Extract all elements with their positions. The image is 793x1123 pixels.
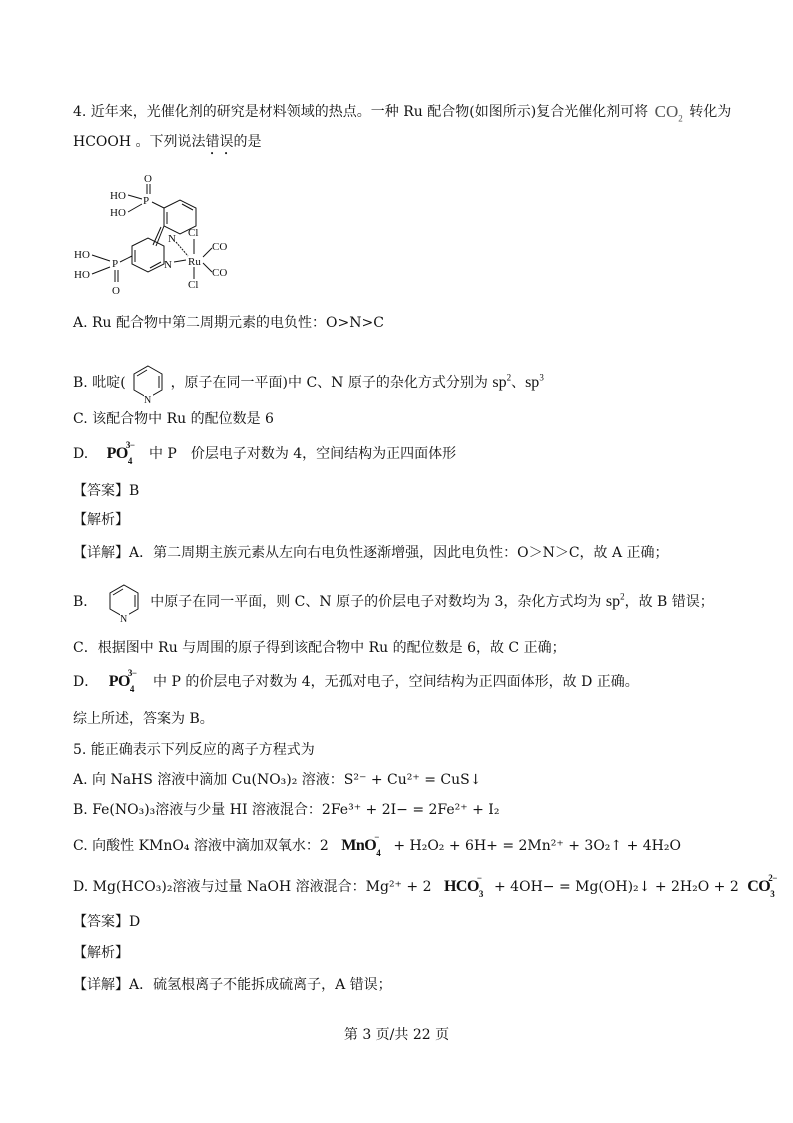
ru-complex-structure <box>72 172 242 302</box>
q4-detail-d: D． $PO_4^{3-}$ 中 P 的价层电子对数为 4，无孤对电子，空间结构为正四面体形，故 D 正确。 <box>73 667 639 695</box>
q4-stem-line1 <box>73 102 731 122</box>
svg-text:HO: HO <box>110 190 126 202</box>
svg-text:Cl: Cl <box>188 227 199 239</box>
svg-text:P: P <box>112 258 119 270</box>
q5-option-a: A. 向 NaHS 溶液中滴加 Cu(NO₃)₂ 溶液：S²⁻ + Cu²⁺ = CuS↓ <box>73 772 482 788</box>
carbonate-formula: $CO_3^{2-}$ <box>747 872 777 900</box>
q4-option-c: C. 该配合物中 Ru 的配位数是 6 <box>73 411 274 427</box>
q4-option-a: A. Ru 配合物中第二周期元素的电负性：O>N>C <box>73 315 384 331</box>
q4-option-d: D. $PO_4^{3-}$ 中 P 价层电子对数为 4，空间结构为正四面体形 <box>73 439 457 467</box>
q4-detail-c: C．根据图中 Ru 与周围的原子得到该配合物中 Ru 的配位数是 6，故 C 正确； <box>73 640 566 656</box>
svg-text:N: N <box>164 259 172 271</box>
svg-text:CO: CO <box>212 267 228 279</box>
q5-detail-a: 【详解】A．硫氢根离子不能拆成硫离子，A 错误； <box>73 977 392 993</box>
co2-formula: $CO_2$ <box>654 102 683 124</box>
bicarbonate-formula: $HCO_3^-$ <box>443 872 483 900</box>
svg-text:HO: HO <box>110 207 126 219</box>
permanganate-formula: MnO$_4$− <box>341 831 381 859</box>
svg-text:Ru: Ru <box>188 256 201 268</box>
svg-text:HO: HO <box>74 269 90 281</box>
q4-detail-b: B． N 中原子在同一平面，则 C、N 原子的价层电子对数均为 3，杂化方式均为 $sp^2$，故 B 错误； <box>73 581 714 623</box>
svg-text:N: N <box>168 233 176 245</box>
svg-text:O: O <box>112 285 120 297</box>
q4-option-b: B. 吡啶( N ，原子在同一平面)中 C、N 原子的杂化方式分别为 $sp^2$、$sp^3$ <box>73 362 544 404</box>
q4-stem-end: 转化为 <box>689 104 732 120</box>
q5-option-d: D. Mg(HCO₃)₂溶液与过量 NaOH 溶液混合：Mg²⁺ + 2 $HCO_3^- + 4OH-$ = Mg(OH)₂↓ + 2H₂O + 2 $CO_3^{2-}$ <box>73 877 783 897</box>
q5-analysis-label: 【解析】 <box>73 945 129 961</box>
q4-stem-text: 4. 近年来，光催化剂的研究是材料领域的热点。一种 Ru 配合物(如图所示)复合光催化剂可将 <box>73 104 649 120</box>
page-footer: 第 3 页/共 22 页 <box>343 1027 450 1043</box>
svg-text:HO: HO <box>74 249 90 261</box>
pyridine-icon <box>106 581 142 623</box>
q5-answer: 【答案】D <box>73 914 141 930</box>
svg-text:Cl: Cl <box>188 279 199 291</box>
q4-summary: 综上所述，答案为 B。 <box>73 711 214 727</box>
q4-stem-line2: HCOOH 。下列说法错误的是 <box>73 134 262 150</box>
phosphate-formula: $PO_4^{3-}$ <box>108 667 137 695</box>
pyridine-icon <box>130 362 166 404</box>
q5-option-c: C. 向酸性 KMnO₄ 溶液中滴加双氧水：2 MnO$_4$− + H₂O₂ + 6H+ = 2Mn²⁺ + 3O₂↑ + 4H₂O <box>73 831 681 859</box>
emphasis-text: 错误 <box>205 134 234 150</box>
q5-option-b: B. Fe(NO₃)₃溶液与少量 HI 溶液混合：2Fe³⁺ + 2I− = 2Fe²⁺ + I₂ <box>73 802 500 818</box>
svg-text:O: O <box>144 173 152 185</box>
svg-text:N: N <box>119 614 127 623</box>
svg-text:CO: CO <box>212 241 228 253</box>
svg-text:P: P <box>143 195 150 207</box>
phosphate-formula: $PO_4^{3-}$ <box>106 439 135 467</box>
q4-analysis-label: 【解析】 <box>73 512 129 528</box>
q5-stem: 5. 能正确表示下列反应的离子方程式为 <box>73 742 315 758</box>
q4-answer: 【答案】B <box>73 483 140 499</box>
svg-text:N: N <box>144 395 152 404</box>
q4-detail-a: 【详解】A．第二周期主族元素从左向右电负性逐渐增强，因此电负性：O＞N＞C，故 A 正确； <box>73 545 669 561</box>
